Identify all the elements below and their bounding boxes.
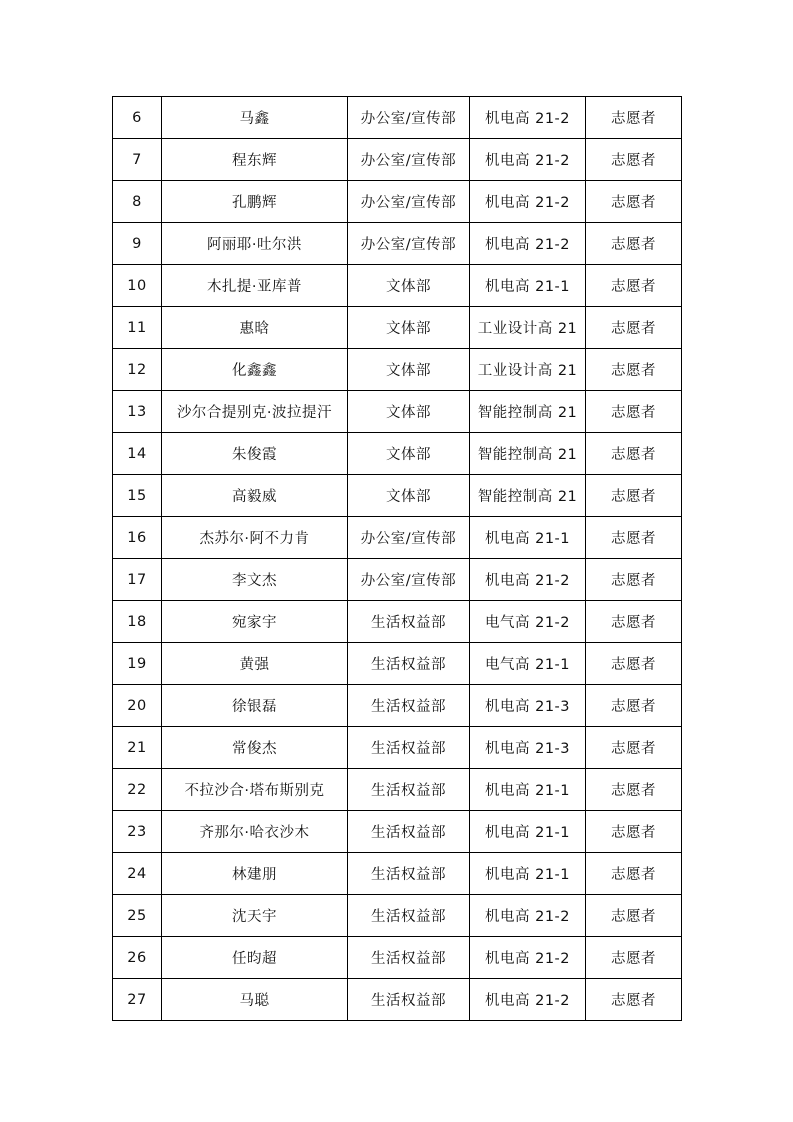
table-row (113, 181, 682, 223)
name-cell: 杰苏尔·阿不力肯 (162, 517, 348, 559)
table-row (113, 727, 682, 769)
class-cell: 机电高 21-2 (470, 559, 586, 601)
department-cell: 办公室/宣传部 (348, 97, 470, 139)
class-cell: 智能控制高 21 (470, 433, 586, 475)
name-cell: 宛家宇 (162, 601, 348, 643)
department-cell: 生活权益部 (348, 769, 470, 811)
department-cell: 办公室/宣传部 (348, 559, 470, 601)
department-cell: 生活权益部 (348, 979, 470, 1021)
role-cell: 志愿者 (586, 307, 682, 349)
class-cell: 机电高 21-3 (470, 685, 586, 727)
role-cell: 志愿者 (586, 223, 682, 265)
role-cell: 志愿者 (586, 139, 682, 181)
role-cell: 志愿者 (586, 853, 682, 895)
department-cell: 文体部 (348, 433, 470, 475)
department-cell: 生活权益部 (348, 727, 470, 769)
row-number-cell: 8 (113, 181, 162, 223)
role-cell: 志愿者 (586, 937, 682, 979)
table-row (113, 559, 682, 601)
table-row (113, 937, 682, 979)
table-row (113, 349, 682, 391)
roster-table-body (113, 97, 682, 1021)
row-number-cell: 17 (113, 559, 162, 601)
table-row (113, 97, 682, 139)
department-cell: 生活权益部 (348, 601, 470, 643)
row-number-cell: 20 (113, 685, 162, 727)
department-cell: 办公室/宣传部 (348, 181, 470, 223)
role-cell: 志愿者 (586, 979, 682, 1021)
row-number-cell: 10 (113, 265, 162, 307)
table-row (113, 895, 682, 937)
name-cell: 化鑫鑫 (162, 349, 348, 391)
row-number-cell: 18 (113, 601, 162, 643)
role-cell: 志愿者 (586, 517, 682, 559)
department-cell: 文体部 (348, 307, 470, 349)
class-cell: 机电高 21-1 (470, 265, 586, 307)
table-row (113, 475, 682, 517)
class-cell: 机电高 21-1 (470, 853, 586, 895)
name-cell: 惠晗 (162, 307, 348, 349)
name-cell: 徐银磊 (162, 685, 348, 727)
class-cell: 机电高 21-2 (470, 97, 586, 139)
table-row (113, 223, 682, 265)
role-cell: 志愿者 (586, 643, 682, 685)
row-number-cell: 16 (113, 517, 162, 559)
department-cell: 生活权益部 (348, 685, 470, 727)
class-cell: 电气高 21-2 (470, 601, 586, 643)
class-cell: 机电高 21-3 (470, 727, 586, 769)
row-number-cell: 24 (113, 853, 162, 895)
row-number-cell: 11 (113, 307, 162, 349)
role-cell: 志愿者 (586, 265, 682, 307)
class-cell: 机电高 21-2 (470, 979, 586, 1021)
department-cell: 生活权益部 (348, 895, 470, 937)
row-number-cell: 9 (113, 223, 162, 265)
table-row (113, 853, 682, 895)
name-cell: 高毅威 (162, 475, 348, 517)
row-number-cell: 7 (113, 139, 162, 181)
name-cell: 常俊杰 (162, 727, 348, 769)
table-row (113, 265, 682, 307)
table-row (113, 139, 682, 181)
name-cell: 孔鹏辉 (162, 181, 348, 223)
class-cell: 机电高 21-2 (470, 181, 586, 223)
class-cell: 机电高 21-1 (470, 517, 586, 559)
department-cell: 生活权益部 (348, 853, 470, 895)
row-number-cell: 27 (113, 979, 162, 1021)
name-cell: 朱俊霞 (162, 433, 348, 475)
name-cell: 林建朋 (162, 853, 348, 895)
table-row (113, 307, 682, 349)
row-number-cell: 12 (113, 349, 162, 391)
row-number-cell: 26 (113, 937, 162, 979)
role-cell: 志愿者 (586, 97, 682, 139)
department-cell: 文体部 (348, 265, 470, 307)
department-cell: 办公室/宣传部 (348, 517, 470, 559)
class-cell: 智能控制高 21 (470, 475, 586, 517)
role-cell: 志愿者 (586, 391, 682, 433)
table-row (113, 979, 682, 1021)
row-number-cell: 19 (113, 643, 162, 685)
department-cell: 生活权益部 (348, 811, 470, 853)
class-cell: 工业设计高 21 (470, 307, 586, 349)
name-cell: 黄强 (162, 643, 348, 685)
department-cell: 办公室/宣传部 (348, 139, 470, 181)
department-cell: 文体部 (348, 349, 470, 391)
table-row (113, 769, 682, 811)
class-cell: 机电高 21-2 (470, 937, 586, 979)
table-row (113, 391, 682, 433)
name-cell: 不拉沙合·塔布斯别克 (162, 769, 348, 811)
table-row (113, 517, 682, 559)
name-cell: 沈天宇 (162, 895, 348, 937)
name-cell: 木扎提·亚库普 (162, 265, 348, 307)
class-cell: 机电高 21-2 (470, 223, 586, 265)
name-cell: 马鑫 (162, 97, 348, 139)
name-cell: 齐那尔·哈衣沙木 (162, 811, 348, 853)
role-cell: 志愿者 (586, 433, 682, 475)
table-row (113, 811, 682, 853)
name-cell: 阿丽耶·吐尔洪 (162, 223, 348, 265)
class-cell: 机电高 21-2 (470, 139, 586, 181)
department-cell: 文体部 (348, 475, 470, 517)
name-cell: 沙尔合提别克·波拉提汗 (162, 391, 348, 433)
name-cell: 任昀超 (162, 937, 348, 979)
name-cell: 马聪 (162, 979, 348, 1021)
role-cell: 志愿者 (586, 811, 682, 853)
role-cell: 志愿者 (586, 769, 682, 811)
role-cell: 志愿者 (586, 601, 682, 643)
role-cell: 志愿者 (586, 559, 682, 601)
department-cell: 生活权益部 (348, 643, 470, 685)
class-cell: 机电高 21-2 (470, 895, 586, 937)
row-number-cell: 25 (113, 895, 162, 937)
table-row (113, 643, 682, 685)
role-cell: 志愿者 (586, 349, 682, 391)
name-cell: 李文杰 (162, 559, 348, 601)
class-cell: 机电高 21-1 (470, 811, 586, 853)
department-cell: 生活权益部 (348, 937, 470, 979)
name-cell: 程东辉 (162, 139, 348, 181)
class-cell: 电气高 21-1 (470, 643, 586, 685)
class-cell: 工业设计高 21 (470, 349, 586, 391)
row-number-cell: 14 (113, 433, 162, 475)
role-cell: 志愿者 (586, 685, 682, 727)
class-cell: 机电高 21-1 (470, 769, 586, 811)
table-row (113, 601, 682, 643)
table-row (113, 433, 682, 475)
role-cell: 志愿者 (586, 181, 682, 223)
table-row (113, 685, 682, 727)
role-cell: 志愿者 (586, 895, 682, 937)
row-number-cell: 15 (113, 475, 162, 517)
volunteer-roster-table (112, 96, 682, 1021)
row-number-cell: 23 (113, 811, 162, 853)
role-cell: 志愿者 (586, 727, 682, 769)
role-cell: 志愿者 (586, 475, 682, 517)
row-number-cell: 13 (113, 391, 162, 433)
row-number-cell: 21 (113, 727, 162, 769)
class-cell: 智能控制高 21 (470, 391, 586, 433)
row-number-cell: 22 (113, 769, 162, 811)
row-number-cell: 6 (113, 97, 162, 139)
department-cell: 文体部 (348, 391, 470, 433)
department-cell: 办公室/宣传部 (348, 223, 470, 265)
